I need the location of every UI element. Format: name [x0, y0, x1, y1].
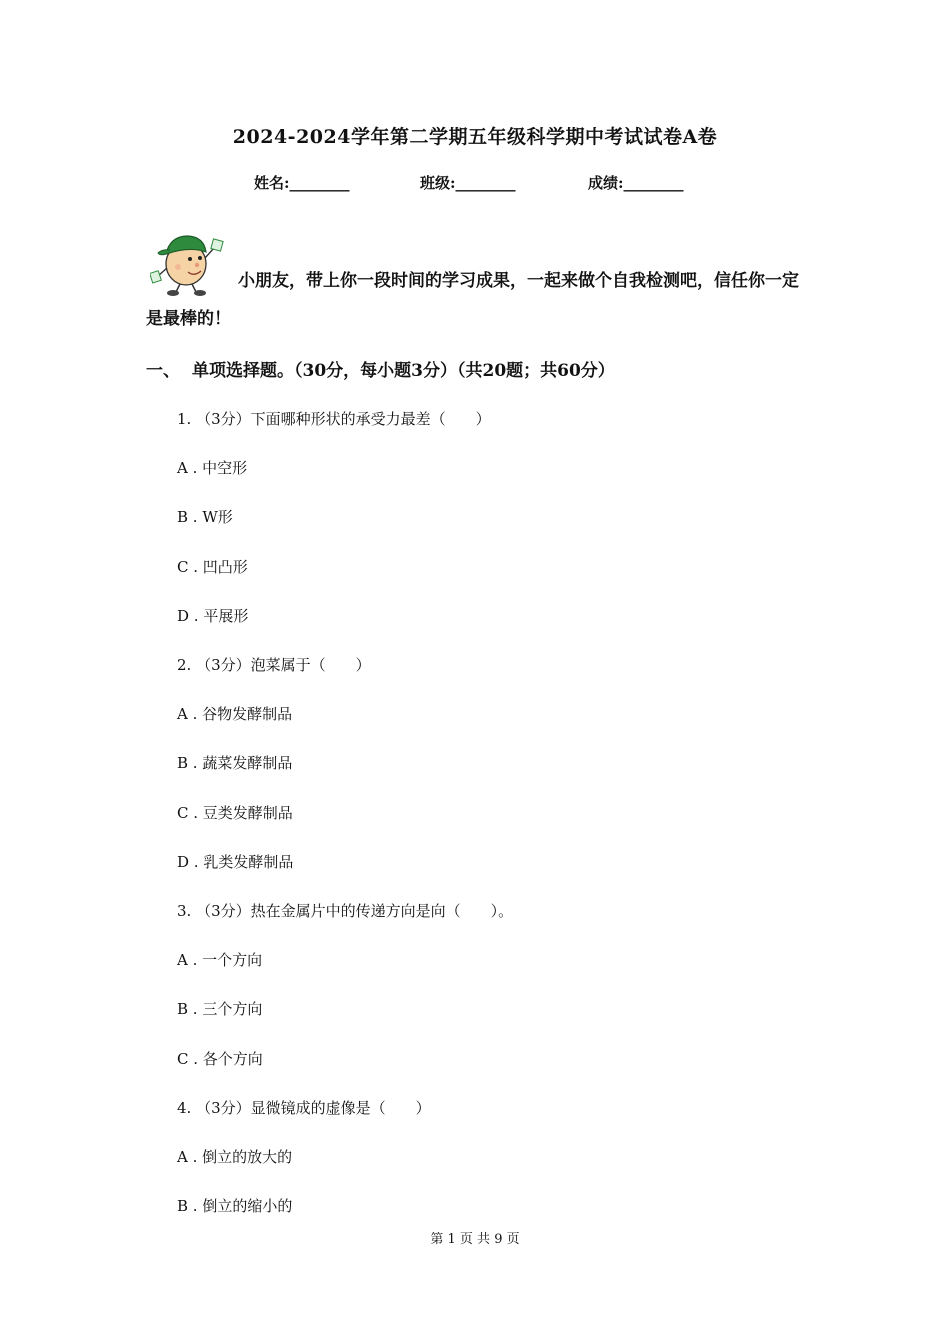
answer-option: B . 倒立的缩小的: [177, 1197, 293, 1215]
student-info-row: [0, 172, 950, 196]
intro-paragraph: 小朋友，带上你一段时间的学习成果，一起来做个自我检测吧，信任你一定是最棒的！: [146, 271, 799, 329]
section-number: 一、: [146, 361, 180, 381]
answer-option: B . 蔬菜发酵制品: [177, 754, 293, 772]
section-title: 单项选择题。（30分，每小题3分）（共20题；共60分）: [192, 361, 615, 381]
name-field: 姓名:________: [254, 174, 350, 192]
question-stem: 4. （3分）显微镜成的虚像是（ ）: [177, 1099, 431, 1117]
answer-option: D . 乳类发酵制品: [177, 853, 294, 871]
answer-option: A . 一个方向: [177, 951, 263, 969]
score-field: 成绩:________: [588, 174, 684, 192]
answer-option: C . 凹凸形: [177, 558, 248, 576]
answer-option: C . 豆类发酵制品: [177, 804, 293, 822]
page-footer: 第 1 页 共 9 页: [430, 1232, 520, 1247]
answer-option: A . 谷物发酵制品: [177, 705, 293, 723]
page-title: 2024-2024学年第二学期五年级科学期中考试试卷A卷: [232, 126, 718, 148]
question-stem: 2. （3分）泡菜属于（ ）: [177, 656, 371, 674]
answer-option: B . 三个方向: [177, 1000, 263, 1018]
question-stem: 3. （3分）热在金属片中的传递方向是向（ ）。: [177, 902, 514, 920]
class-field: 班级:________: [420, 174, 516, 192]
answer-option: B . W形: [177, 508, 233, 526]
answer-option: A . 倒立的放大的: [177, 1148, 293, 1166]
section-header: [146, 356, 615, 381]
answer-option: C . 各个方向: [177, 1050, 263, 1068]
answer-option: D . 平展形: [177, 607, 249, 625]
answer-option: A . 中空形: [177, 459, 248, 477]
question-stem: 1. （3分）下面哪种形状的承受力最差（ ）: [177, 410, 491, 428]
